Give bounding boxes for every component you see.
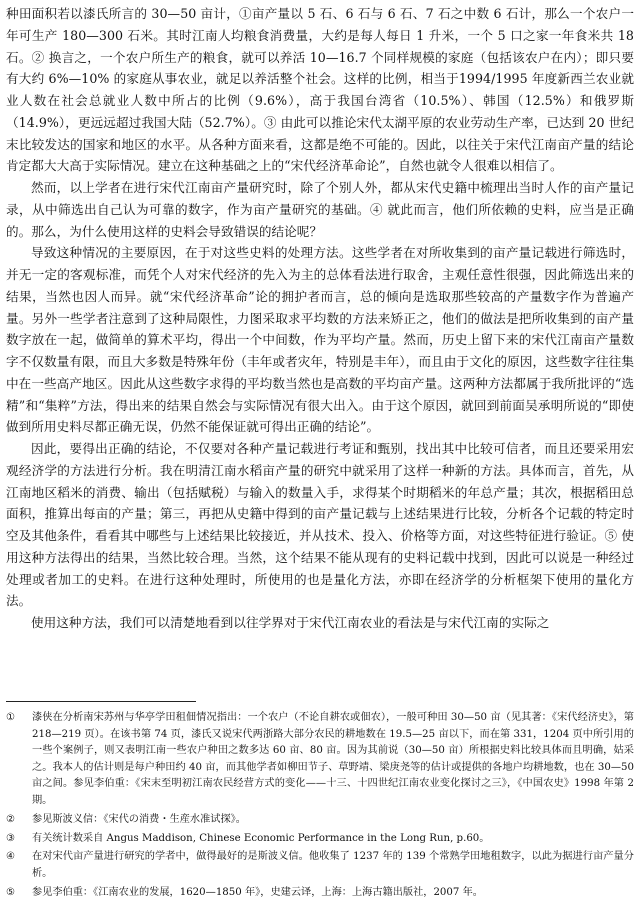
footnote — [6, 831, 634, 848]
footnote-mark: ⑤ — [6, 886, 15, 898]
footnote-text: 参见斯波义信：《宋代の消费・生産水准试探》。 — [32, 813, 246, 825]
footnote-mark: ③ — [6, 832, 15, 844]
footnote — [6, 849, 634, 882]
main-text — [6, 3, 634, 634]
footnote-divider — [6, 701, 196, 702]
footnote — [6, 812, 634, 829]
footnote-text: 参见李伯重：《江南农业的发展，1620—1850 年》，史建云译，上海：上海古籍出版社，2007 年。 — [32, 886, 483, 898]
paragraph: 种田面积若以漆氏所言的 30—50 亩计，①亩产量以 5 石、6 石与 6 石、7 石之中数 6 石计，那么一个农户一年可生产 180—300 石米。其时江南人均粮食消费量，大约是每人每日 1 升米，一个 5 口之家一年食米共 18 石。② 换言之，一个农户所生产的粮食，就可以养活 10—16.7 个同样规模的家庭（包括该农户在内）；即只要有大约 6%—10% 的家庭从事农业，就足以养活整个社会。这样的比例，相当于1994/1995 年度新西兰农业就业人数在社会总就业人数中所占的比例（9.6%），高于我国台湾省（10.5%）、韩国（12.5%）和俄罗斯（14.9%），更远远超过我国大陆（52.7%）。③ 由此可以推论宋代太湖平原的农业劳动生产率，已达到 20 世纪末比较发达的国家和地区的水平。从各种方面来看，这都是绝不可能的。因此，以往关于宋代江南亩产量的结论肯定都大大高于实际情况。建立在这种基础之上的“宋代经济革命论”，自然也就令人很难以相信了。 — [6, 6, 634, 174]
paragraph: 导致这种情况的主要原因，在于对这些史料的处理方法。这些学者在对所收集到的亩产量记载进行筛选时，并无一定的客观标准，而凭个人对宋代经济的先入为主的总体看法进行取舍，主观任意性很强，因此筛选出来的结果，当然也因人而异。就“宋代经济革命”论的拥护者而言，总的倾向是选取那些较高的产量数字作为普遍产量。另外一些学者注意到了这种局限性，力图采取求平均数的方法来矫正之，他们的做法是把所收集到的亩产量数字放在一起，做简单的算术平均，得出一个中间数，作为平均产量。然而，历史上留下来的宋代江南亩产量数字不仅数量有限，而且大多数是特殊年份（丰年或者灾年，特别是丰年），而且由于文化的原因，这些数字往往集中在一些高产地区。因此从这些数字求得的平均数当然也是高数的平均亩产量。这两种方法都属于我所批评的“选精”和“集粹”方法，得出来的结果自然会与实际情况有很大出入。由于这个原因，就回到前面吴承明所说的“即使做到所用史料尽都正确无误，仍然不能保证就可得出正确的结论”。 — [6, 245, 634, 435]
footnote-mark: ② — [6, 813, 15, 825]
paragraph: 因此，要得出正确的结论，不仅要对各种产量记载进行考证和甄别，找出其中比较可信者，而且还要采用宏观经济学的方法进行分析。我在明清江南水稻亩产量的研究中就采用了这样一种新的方法。具体而言，首先，从江南地区稻米的消费、输出（包括赋税）与输入的数量入手，求得某个时期稻米的年总产量；其次，根据稻田总面积，推算出每亩的产量；第三，再把从史籍中得到的亩产量记载与上述结果进行比较，分析各个记载的特定时空及其他条件，看看其中哪些与上述结果比较接近，并从技术、投入、价格等方面，对这些特征进行验证。⑤ 使用这种方法得出的结果，当然比较合理。当然，这个结果不能从现有的史料记载中找到，因此可以说是一种经过处理或者加工的史料。在进行这种处理时，所使用的也是量化方法，亦即在经济学的分析框架下使用的量化方法。 — [6, 441, 634, 609]
paragraph: 然而，以上学者在进行宋代江南亩产量研究时，除了个别人外，都从宋代史籍中梳理出当时人作的亩产量记录，从中筛选出自己认为可靠的数字，作为亩产量研究的基础。④ 就此而言，他们所依赖的史料，应当是正确的。那么，为什么使用这样的史料会导致错误的结论呢？ — [6, 180, 634, 239]
footnote-text: 漆侠在分析南宋苏州与华亭学田租佃情况指出：一个农户（不论自耕农或佃农），一般可种田 30—50 亩（见其著：《宋代经济史》，第 218—219 页）。在该书第 74 页，漆氏又说宋代两浙路大部分农民的耕地数在 19.5—25 亩以下，而在第 331，1204 页中所引用的一些个案例子，则又表明江南一些农户种田之数多达 60 亩、80 亩。因为其前说（30—50 亩）所根据史料比较具体而且明确，姑采之。我本人的估计则是每户种田约 40 亩，而其他学者如柳田节子、草野靖、梁庚尧等的估计或提供的各地户均耕地数，也在 30—50 亩之间。参见李伯重：《宋末至明初江南农民经营方式的变化——十三、十四世纪江南农业变化探讨之三》，《中国农史》1998 年第 2 期。 — [32, 712, 634, 806]
paragraph: 使用这种方法，我们可以清楚地看到以往学界对于宋代江南农业的看法是与宋代江南的实际之 — [31, 615, 550, 630]
footnote-text: 有关统计数采自 Angus Maddison, Chinese Economic Performance in the Long Run, p.60。 — [32, 832, 490, 844]
footnote — [6, 710, 634, 810]
footnotes — [6, 710, 634, 903]
footnote — [6, 885, 634, 902]
footnote-mark: ① — [6, 712, 15, 723]
footnote-text: 在对宋代亩产量进行研究的学者中，做得最好的是斯波义信。他收集了 1237 年的 139 个常熟学田地租数字，以此为据进行亩产量分析。 — [32, 851, 634, 879]
footnote-mark: ④ — [6, 851, 15, 863]
